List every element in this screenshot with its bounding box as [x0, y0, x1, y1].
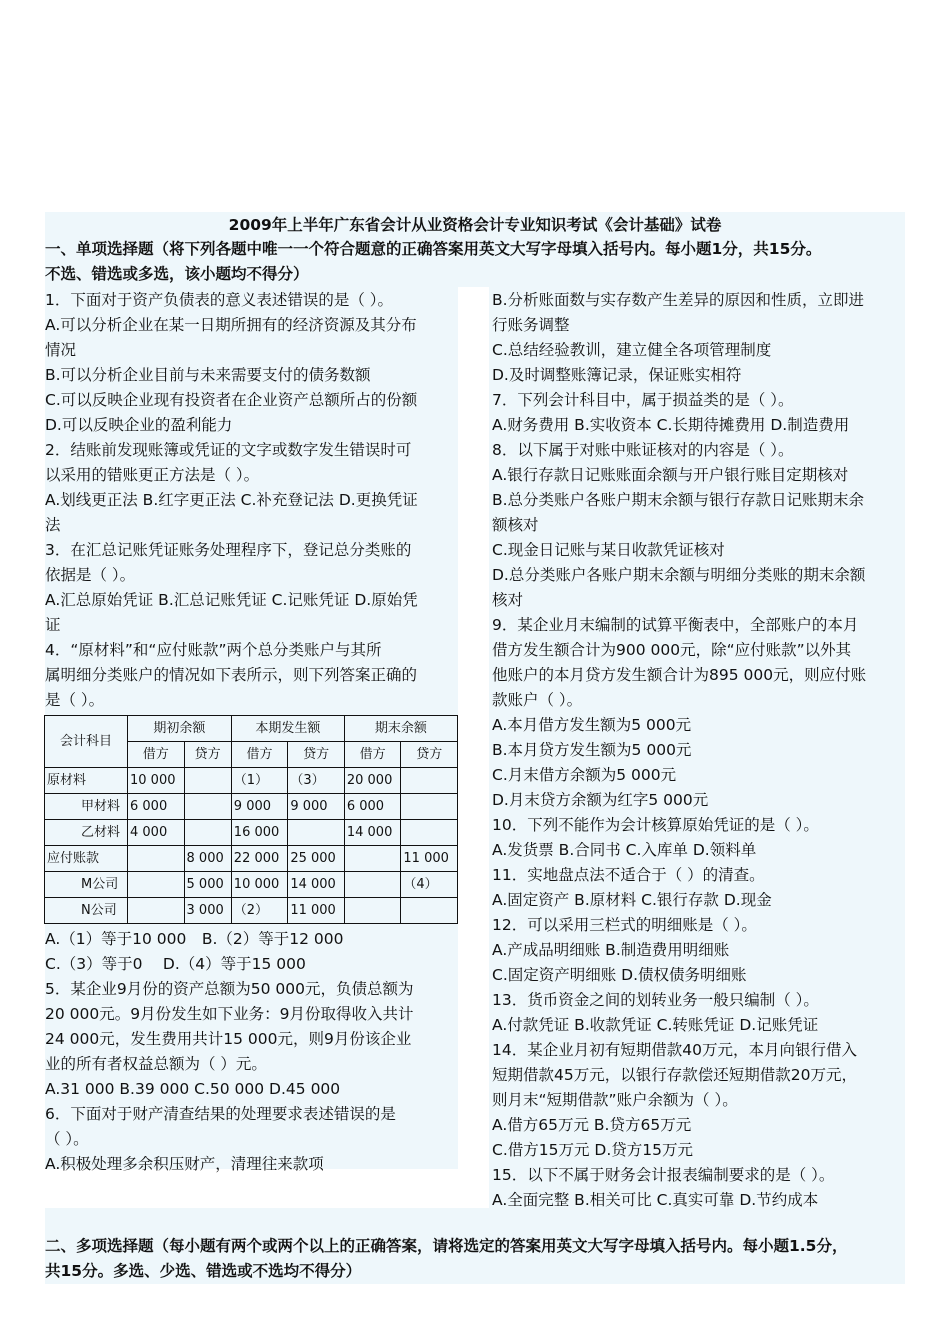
left-column — [45, 288, 463, 1177]
section2-heading-line1: 二、多项选择题（每小题有两个或两个以上的正确答案，请将选定的答案用英文大写字母填入括号内。每小题1.5分， — [45, 1237, 848, 1255]
amount-cell: 4 000 — [128, 820, 185, 846]
account-name-cell: M公司 — [45, 872, 128, 898]
table-row — [45, 898, 458, 924]
text-line: C.（3）等于0 D.（4）等于15 000 — [45, 955, 306, 973]
amount-cell — [401, 768, 458, 794]
text-line: B.可以分析企业目前与未来需要支付的债务数额 — [45, 366, 371, 384]
text-line: 1．下面对于资产负债表的意义表述错误的是（ ）。 — [45, 291, 394, 309]
amount-cell: 20 000 — [344, 768, 401, 794]
text-line: A.31 000 B.39 000 C.50 000 D.45 000 — [45, 1080, 341, 1098]
text-line: 12．可以采用三栏式的明细账是（ ）。 — [492, 916, 757, 934]
table-row — [45, 846, 458, 872]
text-line: 额核对 — [492, 516, 539, 534]
text-line: B.本月贷方发生额为5 000元 — [492, 741, 692, 759]
text-line: A.汇总原始凭证 B.汇总记账凭证 C.记账凭证 D.原始凭 — [45, 591, 418, 609]
section1-heading-line1: 一、单项选择题（将下列各题中唯一一个符合题意的正确答案用英文大写字母填入括号内。每小题1分，共15分。 — [45, 240, 822, 258]
text-line: 核对 — [492, 591, 524, 609]
text-line: 9．某企业月末编制的试算平衡表中，全部账户的本月 — [492, 616, 859, 634]
text-line: C.总结经验教训，建立健全各项管理制度 — [492, 341, 772, 359]
amount-cell: 11 000 — [401, 846, 458, 872]
text-line: C.现金日记账与某日收款凭证核对 — [492, 541, 725, 559]
text-line: 是（ ）。 — [45, 691, 105, 709]
section2-heading — [45, 1234, 925, 1284]
text-line: D.总分类账户各账户期末余额与明细分类账的期末余额 — [492, 566, 866, 584]
header-opening-balance: 期初余额 — [128, 716, 232, 742]
text-line: A.付款凭证 B.收款凭证 C.转账凭证 D.记账凭证 — [492, 1016, 819, 1034]
amount-cell — [401, 820, 458, 846]
right-column — [492, 288, 910, 1213]
text-line: 属明细分类账户的情况如下表所示，则下列答案正确的 — [45, 666, 418, 684]
text-line: 他账户的本月贷方发生额合计为895 000元，则应付账 — [492, 666, 867, 684]
header-credit: 贷方 — [288, 742, 345, 768]
text-line: 11．实地盘点法不适合于（ ）的清查。 — [492, 866, 765, 884]
amount-cell — [128, 898, 185, 924]
question-block-4-6 — [45, 927, 463, 1177]
text-line: 以采用的错账更正方法是（ ）。 — [45, 466, 260, 484]
account-name-cell: 原材料 — [45, 768, 128, 794]
text-line: 依据是（ ）。 — [45, 566, 136, 584]
amount-cell: 14 000 — [288, 872, 345, 898]
question-block-6-15 — [492, 288, 910, 1213]
text-line: 证 — [45, 616, 61, 634]
section1-heading-line2: 不选、错选或多选，该小题均不得分） — [45, 265, 309, 283]
header-closing-balance: 期末余额 — [344, 716, 457, 742]
account-name-cell: 乙材料 — [45, 820, 128, 846]
text-line: 6．下面对于财产清查结果的处理要求表述错误的是 — [45, 1105, 396, 1123]
amount-cell: 6 000 — [128, 794, 185, 820]
text-line: 13．货币资金之间的划转业务一般只编制（ ）。 — [492, 991, 819, 1009]
text-line: A.发货票 B.合同书 C.入库单 D.领料单 — [492, 841, 757, 859]
text-line: A.借方65万元 B.贷方65万元 — [492, 1116, 692, 1134]
amount-cell — [401, 898, 458, 924]
account-name-cell: 甲材料 — [45, 794, 128, 820]
header-debit: 借方 — [128, 742, 185, 768]
amount-cell: 16 000 — [231, 820, 288, 846]
text-line: 情况 — [45, 341, 77, 359]
table-row — [45, 768, 458, 794]
text-line: 则月末“短期借款”账户余额为（ ）。 — [492, 1091, 738, 1109]
table-row — [45, 794, 458, 820]
amount-cell: （1） — [231, 768, 288, 794]
amount-cell — [184, 820, 231, 846]
account-name-cell: 应付账款 — [45, 846, 128, 872]
table-row — [45, 820, 458, 846]
header-debit: 借方 — [231, 742, 288, 768]
text-line: A.积极处理多余积压财产，清理往来款项 — [45, 1155, 324, 1173]
text-line: 15．以下不属于财务会计报表编制要求的是（ ）。 — [492, 1166, 835, 1184]
text-line: A.银行存款日记账账面余额与开户银行账目定期核对 — [492, 466, 849, 484]
text-line: 短期借款45万元，以银行存款偿还短期借款20万元， — [492, 1066, 857, 1084]
text-line: A.划线更正法 B.红字更正法 C.补充登记法 D.更换凭证 — [45, 491, 418, 509]
text-line: 3．在汇总记账凭证账务处理程序下，登记总分类账的 — [45, 541, 412, 559]
text-line: 法 — [45, 516, 61, 534]
amount-cell: 8 000 — [184, 846, 231, 872]
text-line: 7．下列会计科目中，属于损益类的是（ ）。 — [492, 391, 794, 409]
amount-cell: 5 000 — [184, 872, 231, 898]
text-line: C.固定资产明细账 D.债权债务明细账 — [492, 966, 747, 984]
text-line: D.月末贷方余额为红字5 000元 — [492, 791, 709, 809]
amount-cell — [128, 872, 185, 898]
text-line: A.产成品明细账 B.制造费用明细账 — [492, 941, 730, 959]
text-line: A.全面完整 B.相关可比 C.真实可靠 D.节约成本 — [492, 1191, 819, 1209]
header-credit: 贷方 — [401, 742, 458, 768]
text-line: 24 000元，发生费用共计15 000元，则9月份该企业 — [45, 1030, 412, 1048]
text-line: B.总分类账户各账户期末余额与银行存款日记账期末余 — [492, 491, 865, 509]
amount-cell — [344, 872, 401, 898]
amount-cell — [344, 898, 401, 924]
text-line: A.可以分析企业在某一日期所拥有的经济资源及其分布 — [45, 316, 417, 334]
amount-cell: 9 000 — [231, 794, 288, 820]
amount-cell: 10 000 — [231, 872, 288, 898]
amount-cell — [344, 846, 401, 872]
text-line: A.财务费用 B.实收资本 C.长期待摊费用 D.制造费用 — [492, 416, 850, 434]
amount-cell — [288, 820, 345, 846]
amount-cell: （2） — [231, 898, 288, 924]
text-line: （ ）。 — [45, 1130, 89, 1148]
amount-cell: 3 000 — [184, 898, 231, 924]
amount-cell — [184, 794, 231, 820]
amount-cell — [184, 768, 231, 794]
text-line: 业的所有者权益总额为（ ）元。 — [45, 1055, 267, 1073]
text-line: 借方发生额合计为900 000元，除“应付账款”以外其 — [492, 641, 852, 659]
exam-title: 2009年上半年广东省会计从业资格会计专业知识考试《会计基础》试卷 — [228, 216, 722, 234]
section2-heading-line2: 共15分。多选、少选、错选或不选均不得分） — [45, 1262, 362, 1280]
amount-cell: 25 000 — [288, 846, 345, 872]
text-line: 20 000元。9月份发生如下业务：9月份取得收入共计 — [45, 1005, 414, 1023]
text-line: A.本月借方发生额为5 000元 — [492, 716, 692, 734]
ledger-table — [44, 715, 458, 924]
amount-cell: （4） — [401, 872, 458, 898]
amount-cell: 22 000 — [231, 846, 288, 872]
amount-cell: （3） — [288, 768, 345, 794]
account-name-cell: N公司 — [45, 898, 128, 924]
text-line: 5．某企业9月份的资产总额为50 000元，负债总额为 — [45, 980, 414, 998]
amount-cell — [401, 794, 458, 820]
table-row — [45, 872, 458, 898]
text-line: D.可以反映企业的盈利能力 — [45, 416, 233, 434]
header-account: 会计科目 — [45, 716, 128, 768]
text-line: A.（1）等于10 000 B.（2）等于12 000 — [45, 930, 344, 948]
header-debit: 借方 — [344, 742, 401, 768]
header-credit: 贷方 — [184, 742, 231, 768]
text-line: C.可以反映企业现有投资者在企业资产总额所占的份额 — [45, 391, 418, 409]
question-block-1-4 — [45, 288, 463, 713]
text-line: 8．以下属于对账中账证核对的内容是（ ）。 — [492, 441, 794, 459]
text-line: A.固定资产 B.原材料 C.银行存款 D.现金 — [492, 891, 772, 909]
text-line: C.借方15万元 D.贷方15万元 — [492, 1141, 693, 1159]
amount-cell: 11 000 — [288, 898, 345, 924]
text-line: 10．下列不能作为会计核算原始凭证的是（ ）。 — [492, 816, 819, 834]
amount-cell: 10 000 — [128, 768, 185, 794]
text-line: 行账务调整 — [492, 316, 570, 334]
header-period-amount: 本期发生额 — [231, 716, 344, 742]
amount-cell: 6 000 — [344, 794, 401, 820]
text-line: C.月末借方余额为5 000元 — [492, 766, 677, 784]
text-line: 14．某企业月初有短期借款40万元，本月向银行借入 — [492, 1041, 857, 1059]
text-line: D.及时调整账簿记录，保证账实相符 — [492, 366, 742, 384]
text-line: 2．结账前发现账簿或凭证的文字或数字发生错误时可 — [45, 441, 412, 459]
amount-cell: 9 000 — [288, 794, 345, 820]
section1-heading — [45, 237, 915, 287]
text-line: B.分析账面数与实存数产生差异的原因和性质，立即进 — [492, 291, 865, 309]
text-line: 款账户（ ）。 — [492, 691, 583, 709]
amount-cell: 14 000 — [344, 820, 401, 846]
text-line: 4．“原材料”和“应付账款”两个总分类账户与其所 — [45, 641, 382, 659]
amount-cell — [128, 846, 185, 872]
